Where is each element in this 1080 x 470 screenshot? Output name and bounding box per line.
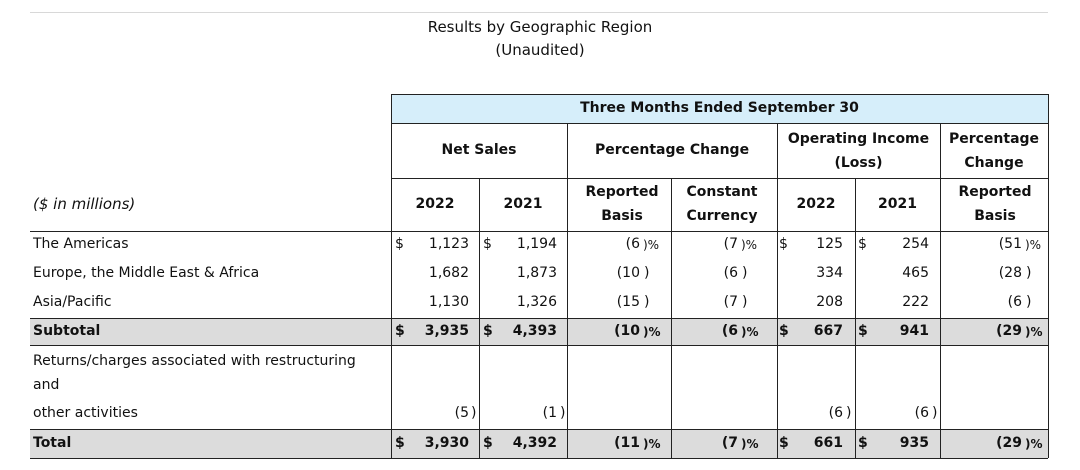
cell-value: (6	[721, 323, 738, 339]
cell-value: (7	[723, 236, 738, 252]
cell-value: 465	[902, 265, 929, 281]
operating-income-header: Operating Income (Loss)	[787, 131, 930, 171]
row-label-emea: Europe, the Middle East & Africa	[33, 265, 260, 281]
cell-value: (6	[723, 265, 738, 281]
dollar-sign: $	[483, 323, 493, 339]
cell-value: 1,194	[516, 236, 557, 252]
pct-suffix: )%	[1025, 238, 1042, 252]
cell-value: 125	[816, 236, 843, 252]
dollar-sign: $	[858, 236, 867, 252]
cell-value: (7	[723, 294, 738, 310]
row-label-restructuring-line2: and	[33, 377, 60, 393]
cell-value: 3,930	[424, 435, 469, 451]
cell-value: 935	[899, 435, 929, 451]
reported-basis-header: Reported Basis	[585, 184, 659, 224]
pct-suffix: )%	[643, 238, 660, 252]
cell-value: (51	[998, 236, 1022, 252]
cell-value: (28	[998, 265, 1022, 281]
pct-suffix: )%	[741, 238, 758, 252]
paren-suffix: )	[846, 405, 852, 421]
net-sales-2022-header: 2022	[415, 196, 455, 212]
reported-basis-header-2: Reported Basis	[958, 184, 1032, 224]
cell-value: 3,935	[424, 323, 469, 339]
cell-value: (6	[625, 236, 640, 252]
paren-suffix: )	[471, 405, 477, 421]
cell-value: (29	[996, 435, 1022, 451]
pct-suffix: )%	[643, 437, 661, 451]
constant-currency-header: Constant Currency	[686, 184, 758, 224]
op-income-2021-header: 2021	[878, 196, 917, 212]
cell-value: (6	[914, 405, 929, 421]
cell-value: 667	[813, 323, 843, 339]
percentage-change-header-2: Percentage Change	[948, 131, 1040, 171]
pct-suffix: )%	[741, 325, 759, 339]
period-header: Three Months Ended September 30	[580, 100, 859, 116]
net-sales-2021-header: 2021	[503, 196, 543, 212]
cell-value: (6	[828, 405, 843, 421]
cell-value: 1,326	[516, 294, 557, 310]
cell-value: 254	[902, 236, 929, 252]
report-subtitle: (Unaudited)	[495, 41, 585, 59]
cell-value: 661	[813, 435, 843, 451]
row-label-subtotal: Subtotal	[33, 323, 101, 339]
paren-suffix: )	[560, 405, 566, 421]
cell-value: 4,392	[512, 435, 557, 451]
cell-value: (6	[1007, 294, 1022, 310]
cell-value: 1,130	[428, 294, 469, 310]
cell-value: 1,123	[428, 236, 469, 252]
dollar-sign: $	[483, 435, 493, 451]
cell-value: (11	[614, 435, 640, 451]
cell-value: (7	[721, 435, 738, 451]
cell-value: (29	[996, 323, 1022, 339]
pct-suffix: )%	[1025, 325, 1043, 339]
pct-suffix: )%	[643, 325, 661, 339]
paren-suffix: )	[1026, 294, 1032, 310]
units-label: ($ in millions)	[33, 195, 136, 213]
dollar-sign: $	[858, 435, 868, 451]
paren-suffix: )	[742, 294, 748, 310]
row-label-restructuring-line1: Returns/charges associated with restructuring	[33, 353, 356, 369]
top-rule	[30, 12, 1048, 13]
row-label-asia-pacific: Asia/Pacific	[33, 294, 112, 310]
dollar-sign: $	[395, 435, 405, 451]
row-label-total: Total	[33, 435, 72, 451]
cell-value: 334	[816, 265, 843, 281]
cell-value: 941	[899, 323, 929, 339]
report-title: Results by Geographic Region	[427, 18, 653, 36]
cell-value: (10	[614, 323, 640, 339]
pct-suffix: )%	[1025, 437, 1043, 451]
dollar-sign: $	[779, 323, 789, 339]
cell-value: (10	[616, 265, 640, 281]
op-income-2022-header: 2022	[796, 196, 836, 212]
dollar-sign: $	[779, 236, 788, 252]
cell-value: 208	[816, 294, 843, 310]
dollar-sign: $	[858, 323, 868, 339]
dollar-sign: $	[395, 236, 404, 252]
dollar-sign: $	[483, 236, 492, 252]
cell-value: 222	[902, 294, 929, 310]
cell-value: 1,682	[428, 265, 469, 281]
paren-suffix: )	[644, 294, 650, 310]
paren-suffix: )	[1026, 265, 1032, 281]
paren-suffix: )	[742, 265, 748, 281]
percentage-change-header: Percentage Change	[594, 142, 750, 158]
cell-value: (15	[616, 294, 640, 310]
cell-value: 4,393	[512, 323, 557, 339]
dollar-sign: $	[779, 435, 789, 451]
cell-value: (5	[454, 405, 469, 421]
row-label-restructuring-line3: other activities	[33, 405, 138, 421]
cell-value: 1,873	[516, 265, 557, 281]
dollar-sign: $	[395, 323, 405, 339]
paren-suffix: )	[644, 265, 650, 281]
paren-suffix: )	[932, 405, 938, 421]
pct-suffix: )%	[741, 437, 759, 451]
cell-value: (1	[542, 405, 557, 421]
row-label-americas: The Americas	[33, 236, 129, 252]
net-sales-header: Net Sales	[441, 142, 517, 158]
